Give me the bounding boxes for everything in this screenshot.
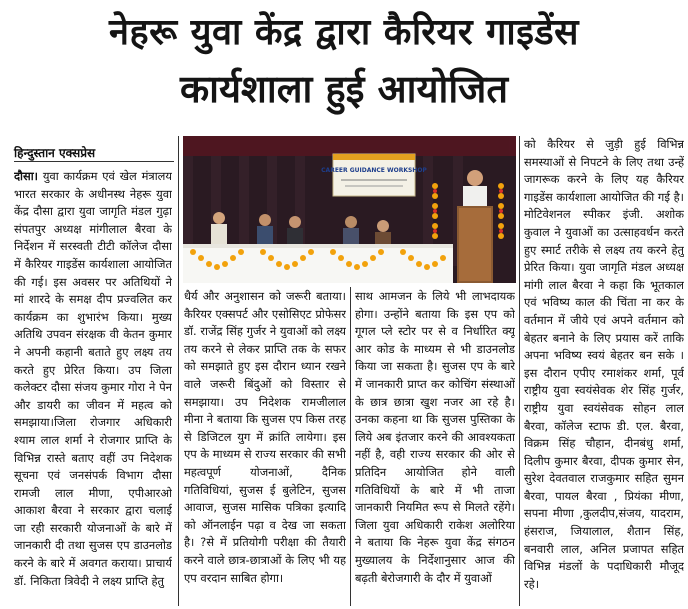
byline: हिन्दुस्तान एक्सप्रेस: [14, 146, 96, 160]
article-column-1: [14, 168, 172, 606]
byline-underline: [14, 161, 174, 162]
headline-line-2: कार्यशाला हुई आयोजित: [179, 67, 509, 111]
article-text-col3: साथ आमजन के लिये भी लाभदायक होगा। उन्होंने बताया कि इस एप को गूगल प्ले स्टोर पर से व निर्धारित क्यू आर कोड के माध्यम से भी डाउनलोड किया जा सकता है। सुजस एप के बारे में जानकारी प्राप्त कर कोचिंग संस्थाओं के छात्र छात्रा खुश नजर आ रहे है। उनका कहना था कि सुजस पुस्तिका के लिये अब इंतजार करने की आवश्यकता नहीं है, वही राज्य सरकार की ओर से प्रतिदिन आयोजित होने वाली गतिविधियों के बारे में भी ताजा जानकारी नियमित रूप से मिलते रहेंगे। जिला युवा अधिकारी राकेश अलोरिया ने बताया कि नेहरू युवा केंद्र संगठन मुख्यालय के निर्देशानुसार आज की बढ़ती बेरोजगारी के दौर में युवाओं: [355, 289, 515, 585]
article-column-4: [524, 136, 684, 606]
article-text-col2: धैर्य और अनुशासन को जरूरी बताया।कैरियर एक्सपर्ट और एसोसिएट प्रोफेसर डॉ. राजेंद्र सिंह गुर्जर ने युवाओं को लक्ष्य तय करने से लेकर प्राप्ति तक के सफर को समझाते हुए इस दौरान ध्यान रखने वाले जरूरी बिंदुओं को विस्तार से समझाया। उप निदेशक रामजीलाल मीना ने बताया कि सुजस एप किस तरह से डिजिटल युग में क्रांति लायेगा। इस एप के माध्यम से राज्य सरकार की सभी महत्वपूर्ण योजनाओं, दैनिक गतिविधियां, सुजस ई बुलेटिन, सुजस आवाज, सुजस मासिक पत्रिका इत्यादि को ऑनलाईन पढ़ा व देख जा सकता है। ?से में प्रतियोगी परीक्षा की तैयारी करने वाले छात्र-छात्राओं के लिए भी यह एप वरदान साबित होगा।: [184, 289, 346, 585]
article-column-3: [355, 288, 515, 606]
column-divider-1: [178, 136, 179, 606]
event-photo: [183, 136, 516, 283]
column-divider-3: [519, 136, 520, 606]
article-text-col4: को कैरियर से जुड़ी हुई विभिन्न समस्याओं से निपटने के लिए तथा उन्हें जागरूक करने के लिए यह कैरियर गाइडेंस कार्यशाला आयोजित की गई है। मोटिवेशनल स्पीकर इंजी. अशोक कुवाल ने युवाओं का उत्साहवर्धन करते हुए स्मार्ट तरीके से लक्ष्य तय करने हेतु प्रेरित किया। युवा जागृति मंडल अध्यक्ष मांगी लाल बैरवा ने कहा कि भूतकाल एवं भविष्य काल की चिंता ना कर के वर्तमान में जीये एवं अपने वर्तमान को बेहतर बनाने के लिए प्रयास करें ताकि अपना भविष्य स्वयं बेहतर बन सके । इस दौरान एपीए रमाशंकर शर्मा, पूर्व राष्ट्रीय युवा स्वयंसेवक शेर सिंह गुर्जर, राष्ट्रीय युवा स्वयंसेवक सोहन लाल बैरवा, कॉलेज स्टाफ डी. एल. बैरवा, विक्रम सिंह चौहान, दीनबंधु शर्मा, दिलीप कुमार बैरवा, दीपक कुमार सेन, सुरेश देवतवाल राजकुमार सहित सुमन बैरवा, पायल बैरवा , प्रियंका मीणा, सपना मीणा ,कुलदीप,संजय, यादराम, हंसराज, जियालाल, शैतान सिंह, बनवारी लाल, अनिल प्रजापत सहित विभिन्न मंडलों के पदाधिकारी मौजूद रहे।: [524, 137, 684, 591]
article-text-col1: युवा कार्यक्रम एवं खेल मंत्रालय भारत सरकार के अधीनस्थ नेहरू युवा केंद्र दौसा द्वारा युवा जागृति मंडल गुढ़ा संपतपुर अध्यक्ष मांगीलाल बैरवा के निर्देशन में सरस्वती टीटी कॉलेज दौसा में कैरियर गाइडेंस कार्यशाला आयोजित की गई। इस अवसर पर अतिथियों ने मां शारदे के समक्ष दीप प्रज्वलित कर कार्यक्रम का शुभारंभ किया। मुख्य अतिथि उपवन संरक्षक वी केतन कुमार ने अपनी कहानी बताते हुए लक्ष्य तय करते हुए प्रेरित किया। उप जिला कलेक्टर दौसा संजय कुमार गोरा ने पेन और डायरी का जीवन में महत्व को समझाया।जिला रोजगार अधिकारी श्याम लाल शर्मा ने रोजगार प्राप्ति के विभिन्न रास्ते बताए वहीं उप निदेशक सूचना एवं जनसंपर्क विभाग दौसा रामजी लाल मीणा, एपीआरओ आकाश बैरवा ने सरकार द्वारा चलाई जा रही सरकारी योजनाओं के बारे में जानकारी दी तथा सुजस एप डाउनलोड करने के बारे में अवगत कराया। प्राचार्य डॉ. निकिता त्रिवेदी ने लक्ष्य प्राप्ति हेतु: [14, 169, 172, 588]
article-column-2: [184, 288, 346, 606]
event-photo-illustration: [183, 136, 516, 283]
column-divider-2: [350, 287, 351, 606]
dateline: दौसा।: [14, 169, 38, 183]
headline-line-1: नेहरू युवा केंद्र द्वारा कैरियर गाइडेंस: [109, 12, 579, 53]
banner-text: CAREER GUIDANCE WORKSHOP: [321, 167, 427, 174]
